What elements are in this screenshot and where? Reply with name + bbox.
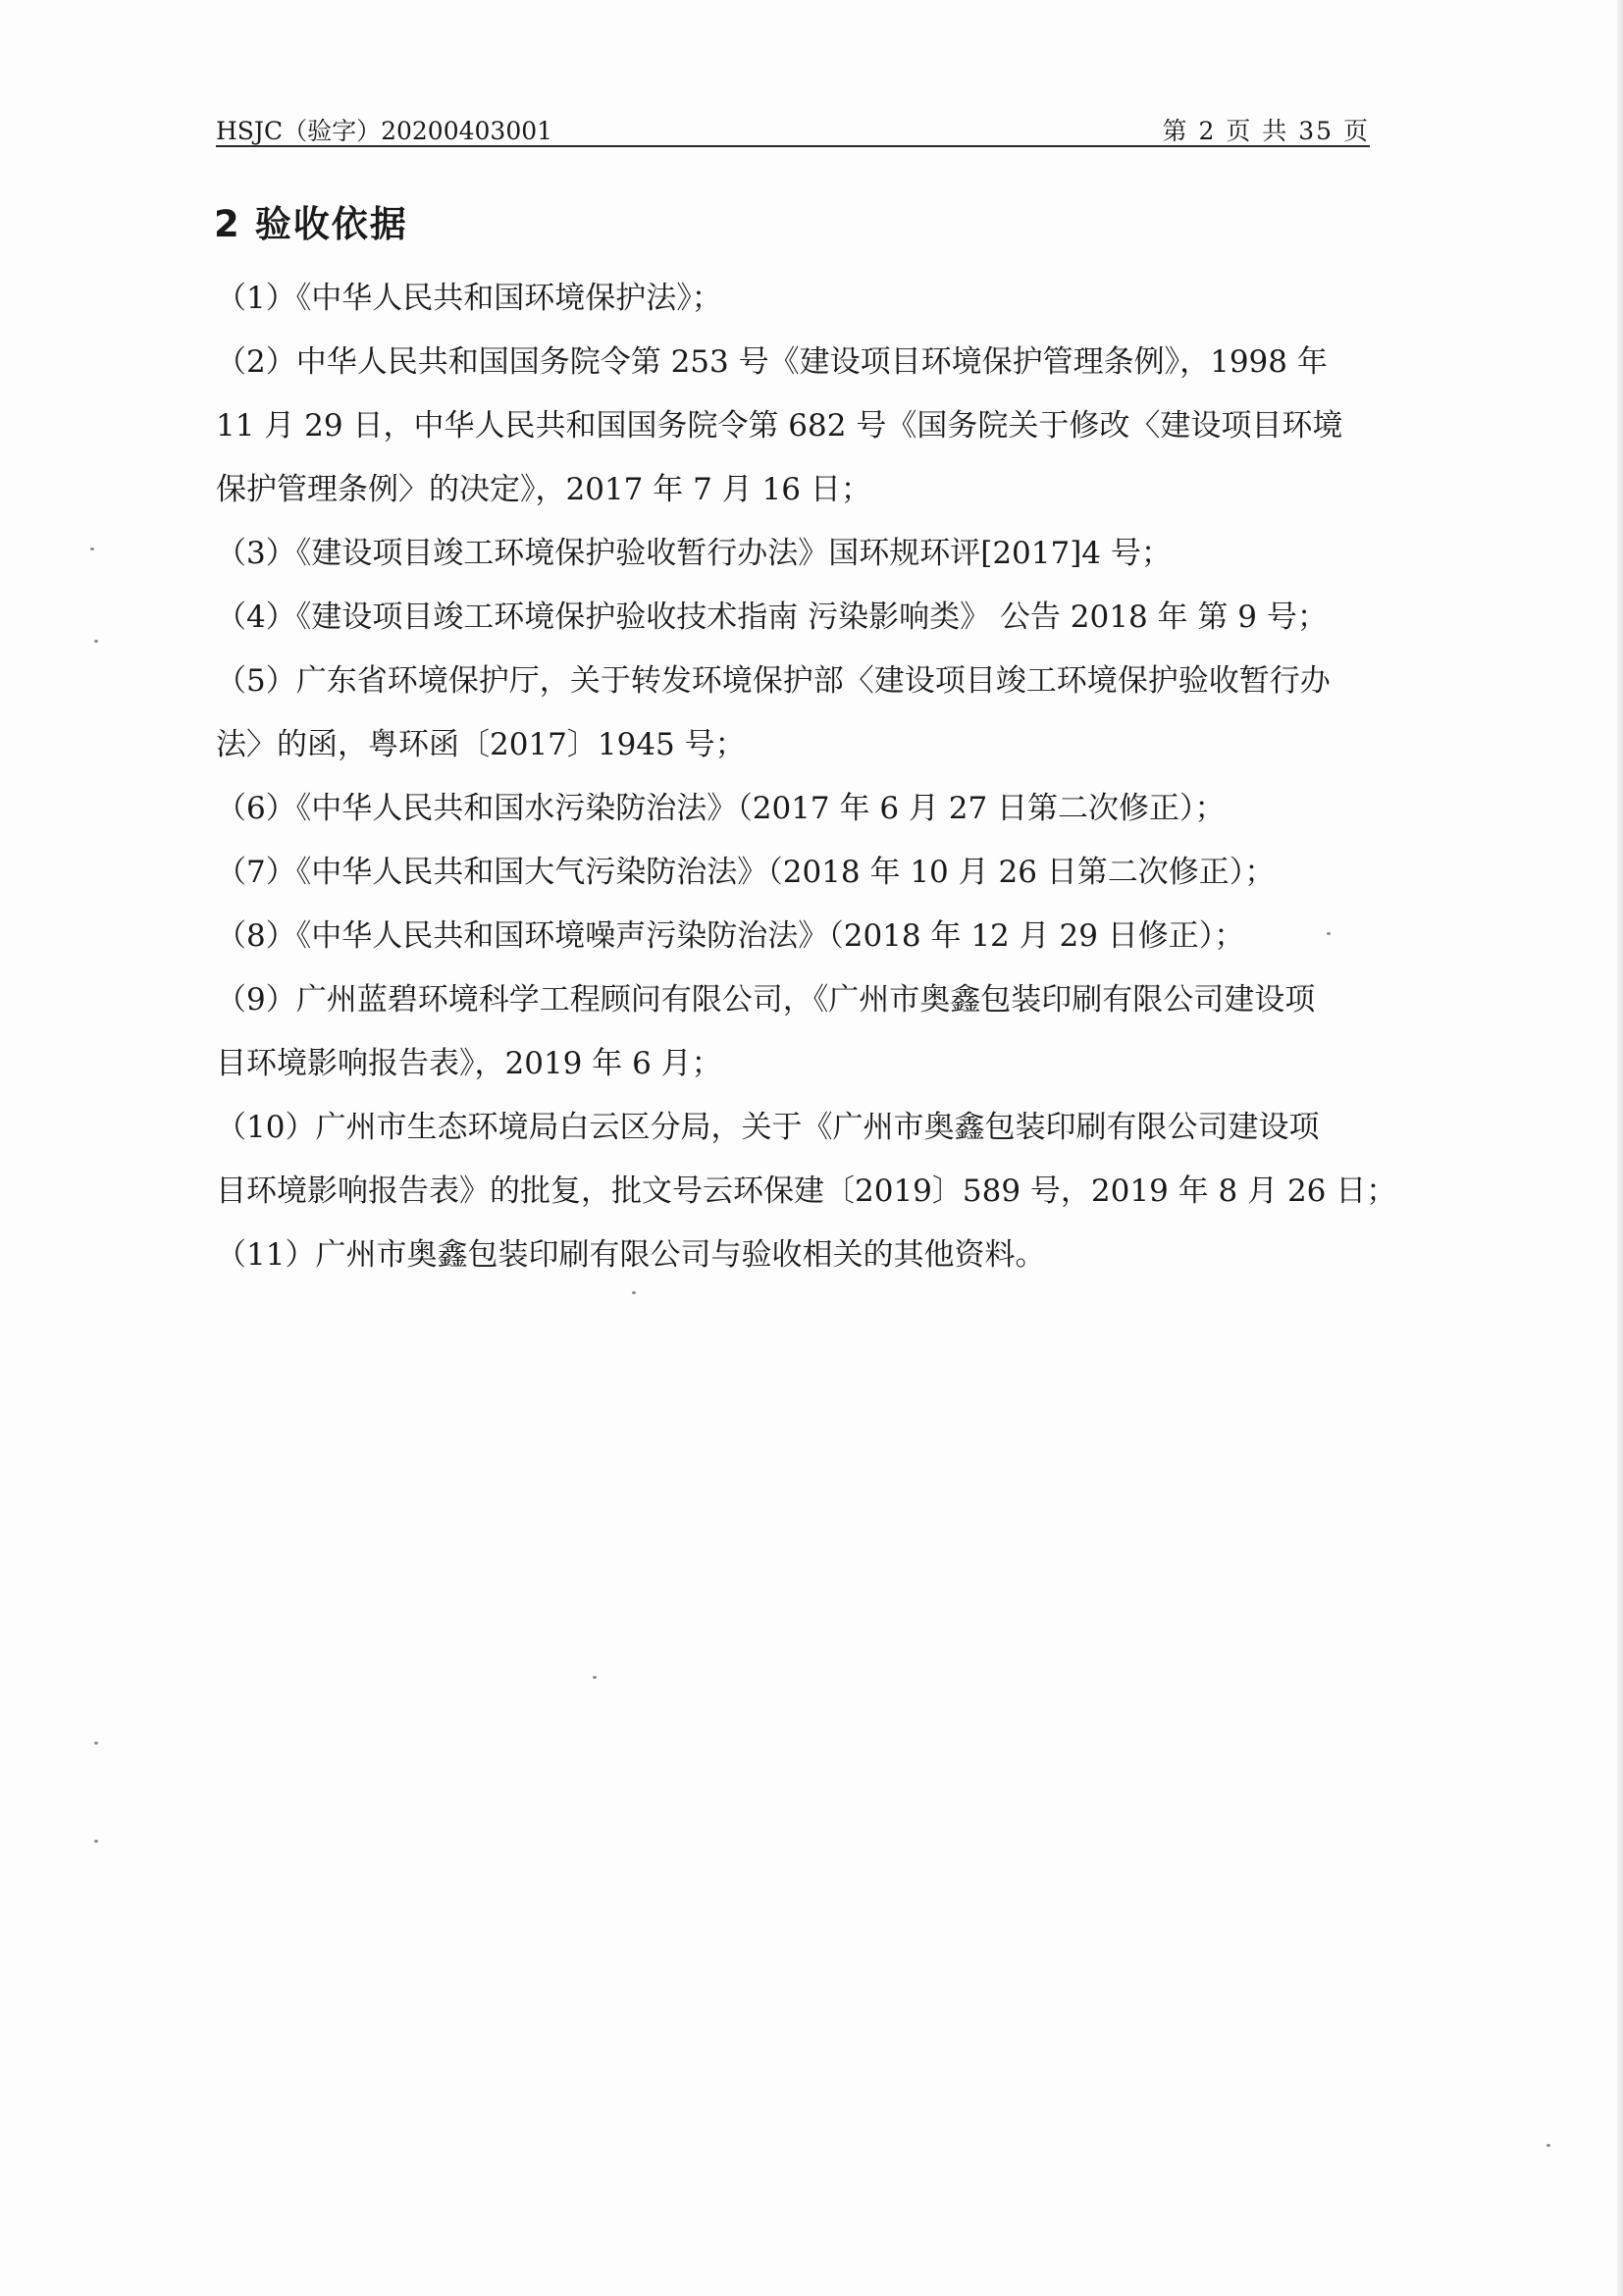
page-number: 第 2 页 共 35 页 <box>1162 117 1370 145</box>
section-heading <box>214 194 408 247</box>
list-item-line: （6）《中华人民共和国水污染防治法》（2017 年 6 月 27 日第二次修正）； <box>216 791 1226 826</box>
acceptance-basis-list <box>216 267 1397 1287</box>
list-item-4 <box>216 586 1393 650</box>
list-item-3 <box>216 522 1393 586</box>
scan-speck <box>1327 932 1331 935</box>
list-item-5 <box>216 650 1393 777</box>
list-item-11 <box>216 1224 1393 1287</box>
list-item-line: （11）广州市奥鑫包装印刷有限公司与验收相关的其他资料。 <box>216 1237 1046 1273</box>
scan-speck <box>1546 2144 1550 2147</box>
list-item-line: （8）《中华人民共和国环境噪声污染防治法》（2018 年 12 月 29 日修正）； <box>216 918 1245 954</box>
list-item-9 <box>216 968 1393 1096</box>
scan-speck <box>94 640 98 643</box>
list-item-line: （2）中华人民共和国国务院令第 253 号《建设项目环境保护管理条例》，1998 年 <box>216 344 1328 380</box>
section-number: 2 <box>214 203 241 245</box>
scan-speck <box>94 1742 98 1745</box>
list-item-line: （7）《中华人民共和国大气污染防治法》（2018 年 10 月 26 日第二次修正）； <box>216 855 1276 890</box>
list-item-line: （10）广州市生态环境局白云区分局，关于《广州市奥鑫包装印刷有限公司建设项 <box>216 1110 1320 1145</box>
list-item-line: （5）广东省环境保护厅，关于转发环境保护部〈建设项目竣工环境保护验收暂行办 <box>216 663 1331 699</box>
list-item-7 <box>216 841 1393 905</box>
list-item-line: 法〉的函，粤环函〔2017〕1945 号； <box>216 727 746 762</box>
list-item-line: （9）广州蓝碧环境科学工程顾问有限公司，《广州市奥鑫包装印刷有限公司建设项 <box>216 982 1316 1018</box>
list-item-1 <box>216 267 1393 331</box>
scan-speck <box>632 1291 636 1294</box>
list-item-line: （1）《中华人民共和国环境保护法》； <box>216 281 722 316</box>
list-item-line: （4）《建设项目竣工环境保护验收技术指南 污染影响类》 公告 2018 年 第 9 号； <box>216 600 1328 635</box>
list-item-line: 目环境影响报告表》，2019 年 6 月； <box>216 1046 722 1081</box>
list-item-10 <box>216 1096 1397 1224</box>
document-number: HSJC（验字）20200403001 <box>216 117 553 145</box>
list-item-line: （3）《建设项目竣工环境保护验收暂行办法》国环规环评[2017]4 号； <box>216 536 1172 571</box>
list-item-line: 11 月 29 日，中华人民共和国国务院令第 682 号《国务院关于修改〈建设项目环境 <box>216 408 1343 444</box>
scan-speck <box>94 1840 98 1843</box>
list-item-line: 保护管理条例〉的决定》，2017 年 7 月 16 日； <box>216 472 871 507</box>
page-header <box>216 118 1370 147</box>
list-item-line: 目环境影响报告表》的批复，批文号云环保建〔2019〕589 号，2019 年 8 月 26 日； <box>216 1174 1397 1209</box>
page-edge-shadow <box>1617 0 1623 2296</box>
scan-speck <box>593 1676 597 1679</box>
list-item-2 <box>216 331 1393 522</box>
list-item-6 <box>216 777 1393 841</box>
list-item-8 <box>216 905 1393 968</box>
section-title-text: 验收依据 <box>254 203 408 245</box>
scan-speck <box>90 548 94 550</box>
